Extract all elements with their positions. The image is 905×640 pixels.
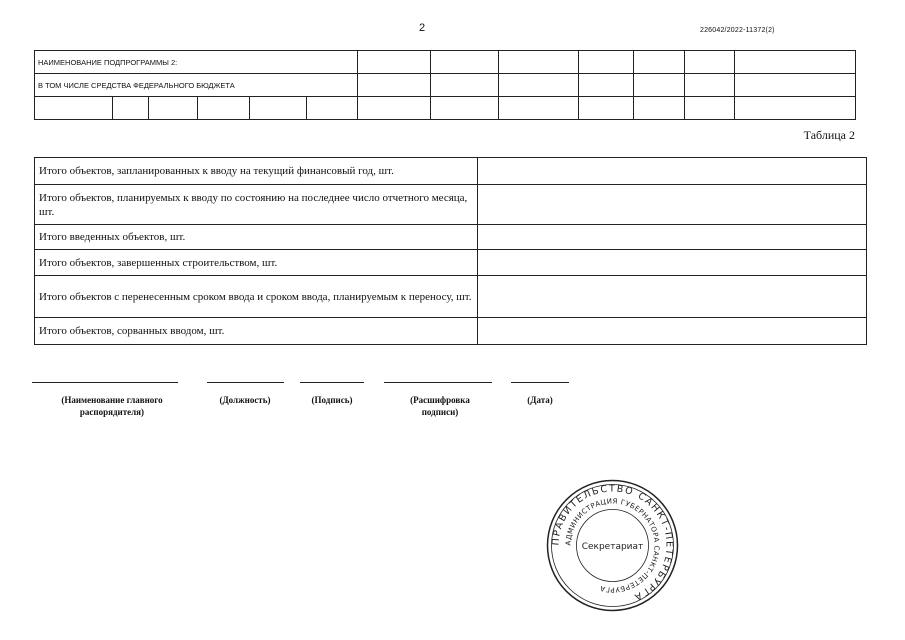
- table-cell: [431, 97, 499, 120]
- signature-label-position: (Должность): [219, 395, 271, 405]
- table-cell: [579, 51, 634, 74]
- signature-line: [32, 382, 178, 383]
- table-row: [35, 74, 856, 97]
- table-cell: [358, 74, 431, 97]
- table-cell: [735, 51, 856, 74]
- table-cell: [499, 51, 579, 74]
- table-cell: [685, 51, 735, 74]
- table-row: [35, 318, 867, 345]
- table-row: [35, 185, 867, 225]
- row-label: Итого объектов, планируемых к вводу по состоянию на последнее число отчетного месяца, шт.: [35, 185, 478, 225]
- table-caption: Таблица 2: [803, 128, 855, 142]
- table-cell: [499, 97, 579, 120]
- table-cell: [250, 97, 307, 120]
- signature-label-decoding: (Расшифровка подписи): [410, 395, 470, 417]
- stamp-outer-text: ПРАВИТЕЛЬСТВО САНКТ-ПЕТЕРБУРГА: [550, 483, 675, 603]
- table-cell: [358, 97, 431, 120]
- row-label: Итого объектов, запланированных к вводу на текущий финансовый год, шт.: [35, 158, 478, 185]
- table-cell: [735, 97, 856, 120]
- value-cell: [478, 250, 867, 276]
- table-row: [35, 225, 867, 250]
- row-label: Итого объектов, сорванных вводом, шт.: [35, 318, 478, 345]
- table-row: [35, 158, 867, 185]
- stamp-inner-text: АДМИНИСТРАЦИЯ ГУБЕРНАТОРА САНКТ-ПЕТЕРБУРГА: [564, 497, 661, 594]
- table-cell: [307, 97, 358, 120]
- table-row: [35, 97, 856, 120]
- document-id: 226042/2022-11372(2): [700, 27, 775, 34]
- signature-line: [511, 382, 569, 383]
- table-cell: В ТОМ ЧИСЛЕ СРЕДСТВА ФЕДЕРАЛЬНОГО БЮДЖЕТА: [35, 74, 358, 97]
- table-cell: [198, 97, 250, 120]
- table-cell: [499, 74, 579, 97]
- table-cell: [735, 74, 856, 97]
- row-label: Итого объектов, завершенных строительством, шт.: [35, 250, 478, 276]
- table-row: [35, 250, 867, 276]
- row-label: Итого объектов с перенесенным сроком ввода и сроком ввода, планируемым к переносу, шт.: [35, 276, 478, 318]
- table-cell: [113, 97, 149, 120]
- signature-label-signature: (Подпись): [311, 395, 353, 405]
- table-cell: [685, 74, 735, 97]
- secretariat-stamp: [545, 478, 680, 613]
- table-cell: [634, 97, 685, 120]
- value-cell: [478, 276, 867, 318]
- signature-label-distributor: (Наименование главного распорядителя): [61, 395, 163, 417]
- table-cell: НАИМЕНОВАНИЕ ПОДПРОГРАММЫ 2:: [35, 51, 358, 74]
- page-number: 2: [419, 22, 426, 34]
- row-label: Итого введенных объектов, шт.: [35, 225, 478, 250]
- table-cell: [634, 74, 685, 97]
- table-row: [35, 276, 867, 318]
- value-cell: [478, 158, 867, 185]
- signature-line: [300, 382, 364, 383]
- table-cell: [579, 74, 634, 97]
- value-cell: [478, 318, 867, 345]
- table-cell: [149, 97, 198, 120]
- table-cell: [35, 97, 113, 120]
- table-cell: [358, 51, 431, 74]
- table-cell: [634, 51, 685, 74]
- objects-summary-table: [34, 157, 867, 345]
- value-cell: [478, 185, 867, 225]
- table-row: [35, 51, 856, 74]
- table-cell: [431, 51, 499, 74]
- signature-line: [384, 382, 492, 383]
- table-cell: [685, 97, 735, 120]
- value-cell: [478, 225, 867, 250]
- stamp-center-text: Секретариат: [581, 542, 644, 552]
- signature-label-date: (Дата): [527, 395, 553, 405]
- signature-line: [207, 382, 284, 383]
- table-cell: [579, 97, 634, 120]
- subprogram-table: [34, 50, 856, 120]
- table-cell: [431, 74, 499, 97]
